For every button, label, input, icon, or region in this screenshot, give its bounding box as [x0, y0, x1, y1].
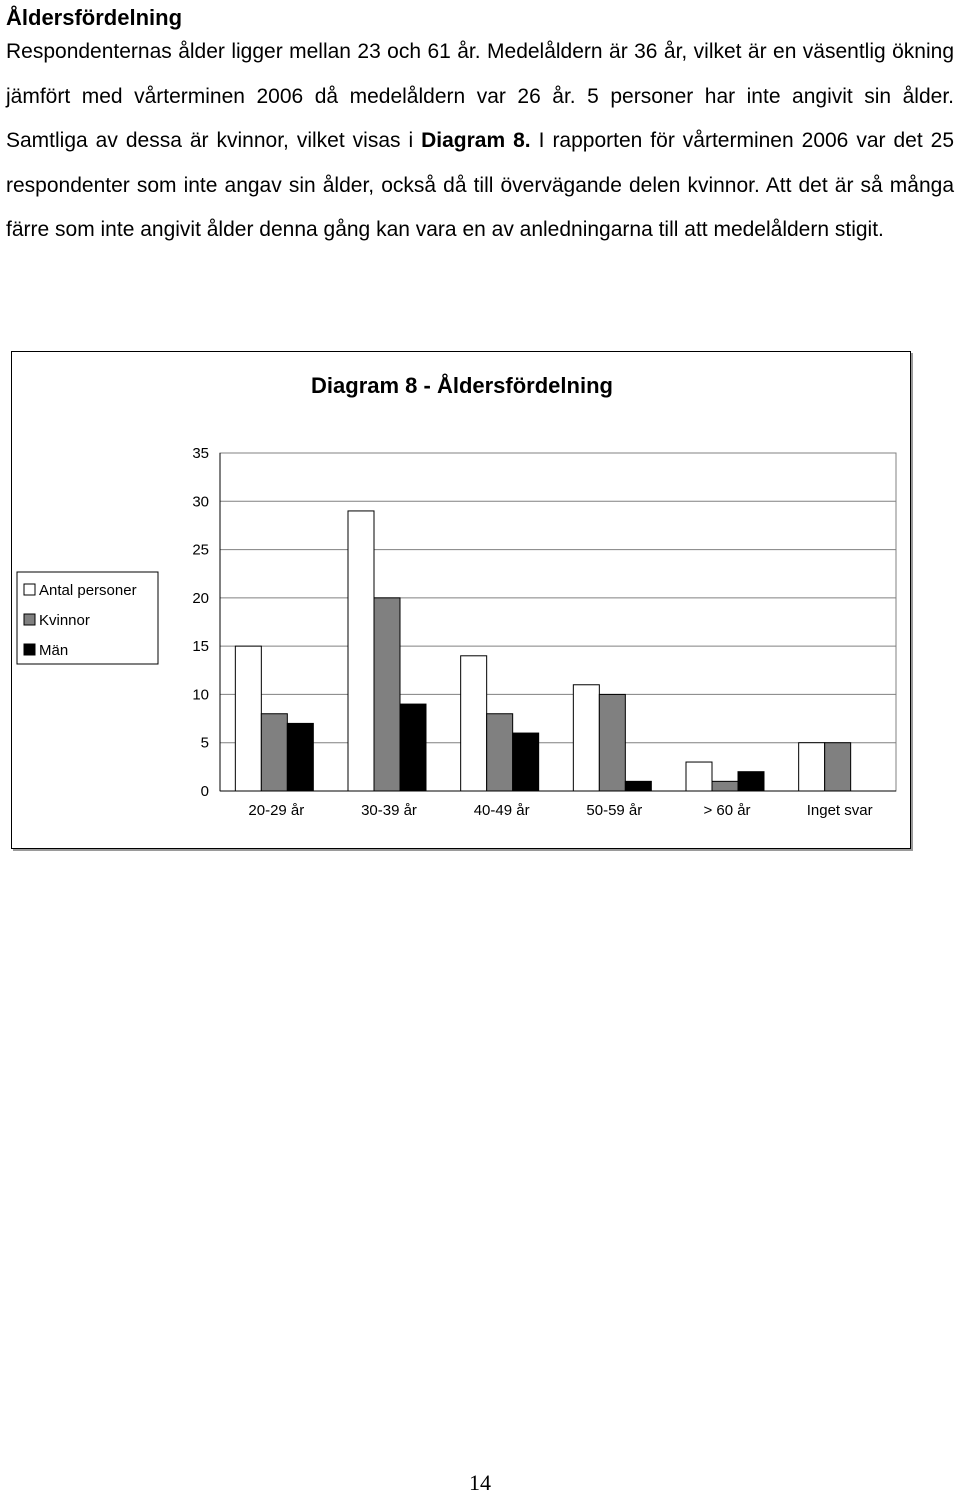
- bar: [625, 781, 651, 791]
- bar: [348, 511, 374, 791]
- bar: [799, 743, 825, 791]
- bar: [825, 743, 851, 791]
- x-tick-label: 50-59 år: [586, 802, 643, 819]
- bar: [461, 656, 487, 791]
- page-number: 14: [469, 1470, 491, 1495]
- bar: [573, 685, 599, 791]
- legend-label: Kvinnor: [39, 612, 90, 629]
- bar: [738, 772, 764, 791]
- legend-swatch: [24, 584, 35, 595]
- y-tick-label: 5: [200, 734, 209, 752]
- legend-label: Antal personer: [39, 582, 137, 599]
- bar: [400, 704, 426, 791]
- bar: [712, 781, 738, 791]
- paragraph-text-2: I rapporten för vårterminen 2006 var det 25 respondenter som inte angav sin ålder, också då till övervägande delen kvinnor. Att det är så många färre som inte angivit ålder denna gång kan vara en av anledningarna till att medelåldern stigit.: [6, 129, 955, 241]
- body-paragraph: [6, 30, 954, 253]
- bar: [261, 714, 287, 791]
- bar-chart: [12, 352, 910, 848]
- x-tick-label: > 60 år: [703, 802, 751, 819]
- y-tick-label: 30: [192, 493, 209, 511]
- y-tick-label: 20: [192, 589, 209, 607]
- chart-container: [11, 351, 911, 849]
- x-tick-label: 30-39 år: [361, 802, 417, 819]
- y-tick-label: 10: [192, 686, 209, 704]
- paragraph-text-1: Respondenternas ålder ligger mellan 23 och 61 år. Medelåldern är 36 år, vilket är en väsentlig ökning jämfört med vårterminen 2006 då medelåldern var 26 år. 5 personer har inte angivit sin ålder. Samtliga av dessa är kvinnor, vilket visas i: [6, 40, 954, 152]
- x-tick-label: 20-29 år: [248, 802, 305, 819]
- chart-plot-area: [17, 445, 896, 819]
- section-heading: Åldersfördelning: [6, 5, 183, 30]
- bar: [487, 714, 513, 791]
- diagram-reference: Diagram 8.: [421, 129, 531, 152]
- chart-title: Diagram 8 - Åldersfördelning: [311, 373, 613, 398]
- bar: [513, 733, 539, 791]
- bar: [599, 694, 625, 791]
- legend-label: Män: [39, 642, 69, 659]
- bar: [287, 723, 313, 791]
- x-tick-label: 40-49 år: [473, 802, 530, 819]
- y-tick-label: 0: [200, 783, 209, 800]
- y-tick-label: 25: [192, 541, 209, 559]
- x-tick-label: Inget svar: [806, 802, 873, 819]
- plot-frame: [220, 453, 896, 791]
- y-tick-label: 35: [192, 445, 209, 462]
- legend-swatch: [24, 614, 35, 625]
- legend-swatch: [24, 644, 35, 655]
- bar: [235, 646, 261, 791]
- bar: [374, 598, 400, 791]
- bar: [686, 762, 712, 791]
- y-tick-label: 15: [192, 638, 209, 656]
